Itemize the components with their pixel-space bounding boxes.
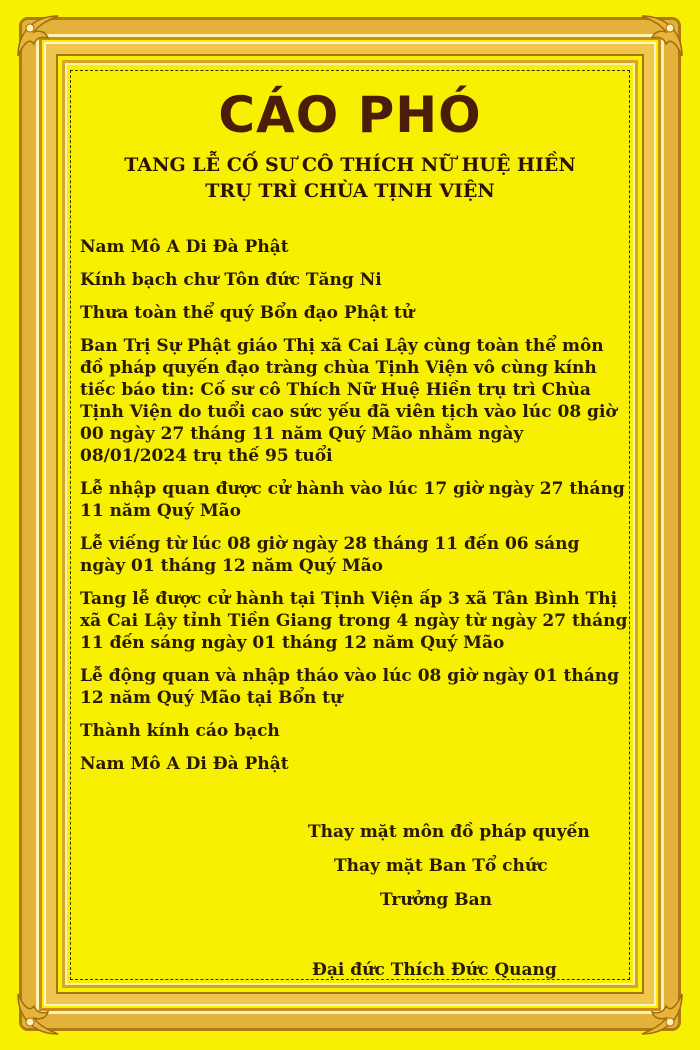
paragraph-encoffining: Lễ nhập quan được cử hành vào lúc 17 giờ ngày 27 tháng 11 năm Quý Mão (80, 479, 625, 521)
corner-ornament-icon (14, 990, 62, 1038)
paragraph-respectful-notice: Thành kính cáo bạch (80, 721, 280, 741)
notice-title: CÁO PHÓ (218, 86, 482, 144)
paragraph-salutation-followers: Thưa toàn thể quý Bổn đạo Phật tử (80, 303, 415, 323)
notice-subtitle-line2: TRỤ TRÌ CHÙA TỊNH VIỆN (205, 180, 495, 202)
paragraph-announcement: Ban Trị Sự Phật giáo Thị xã Cai Lậy cùng toàn thể môn đồ pháp quyến đạo tràng chùa Tịnh Viện vô cùng kính tiếc báo tin: Cố sư cô Thích Nữ Huệ Hiền trụ trì Chùa Tịnh Viện do tuổi cao sức yếu đã viên tịch vào lúc 08 giờ 00 ngày 27 tháng 11 năm Quý Mão nhằm ngày 08/01/2024 trụ thế 95 tuổi (80, 336, 617, 466)
signature-line2: Thay mặt Ban Tổ chức (334, 856, 548, 876)
notice-subtitle-line1: TANG LỄ CỐ SƯ CÔ THÍCH NỮ HUỆ HIỀN (124, 154, 576, 176)
paragraph-salutation-monks: Kính bạch chư Tôn đức Tăng Ni (80, 270, 382, 290)
paragraph-closing: Nam Mô A Di Đà Phật (80, 754, 289, 774)
corner-ornament-icon (638, 12, 686, 60)
paragraph-funeral-location: Tang lễ được cử hành tại Tịnh Viện ấp 3 xã Tân Bình Thị xã Cai Lậy tỉnh Tiền Giang trong 4 ngày từ ngày 27 tháng 11 đến sáng ngày 01 tháng 12 năm Quý Mão (80, 589, 628, 653)
notice-body (80, 236, 628, 786)
paragraph-procession: Lễ động quan và nhập tháo vào lúc 08 giờ ngày 01 tháng 12 năm Quý Mão tại Bổn tự (80, 666, 619, 708)
corner-ornament-icon (638, 990, 686, 1038)
paragraph-greeting: Nam Mô A Di Đà Phật (80, 237, 289, 257)
signature-line3: Trưởng Ban (380, 890, 492, 910)
corner-ornament-icon (14, 12, 62, 60)
paragraph-visitation: Lễ viếng từ lúc 08 giờ ngày 28 tháng 11 đến 06 sáng ngày 01 tháng 12 năm Quý Mão (80, 534, 580, 576)
signature-line1: Thay mặt môn đồ pháp quyến (308, 822, 590, 842)
signer-name: Đại đức Thích Đức Quang (312, 960, 557, 980)
